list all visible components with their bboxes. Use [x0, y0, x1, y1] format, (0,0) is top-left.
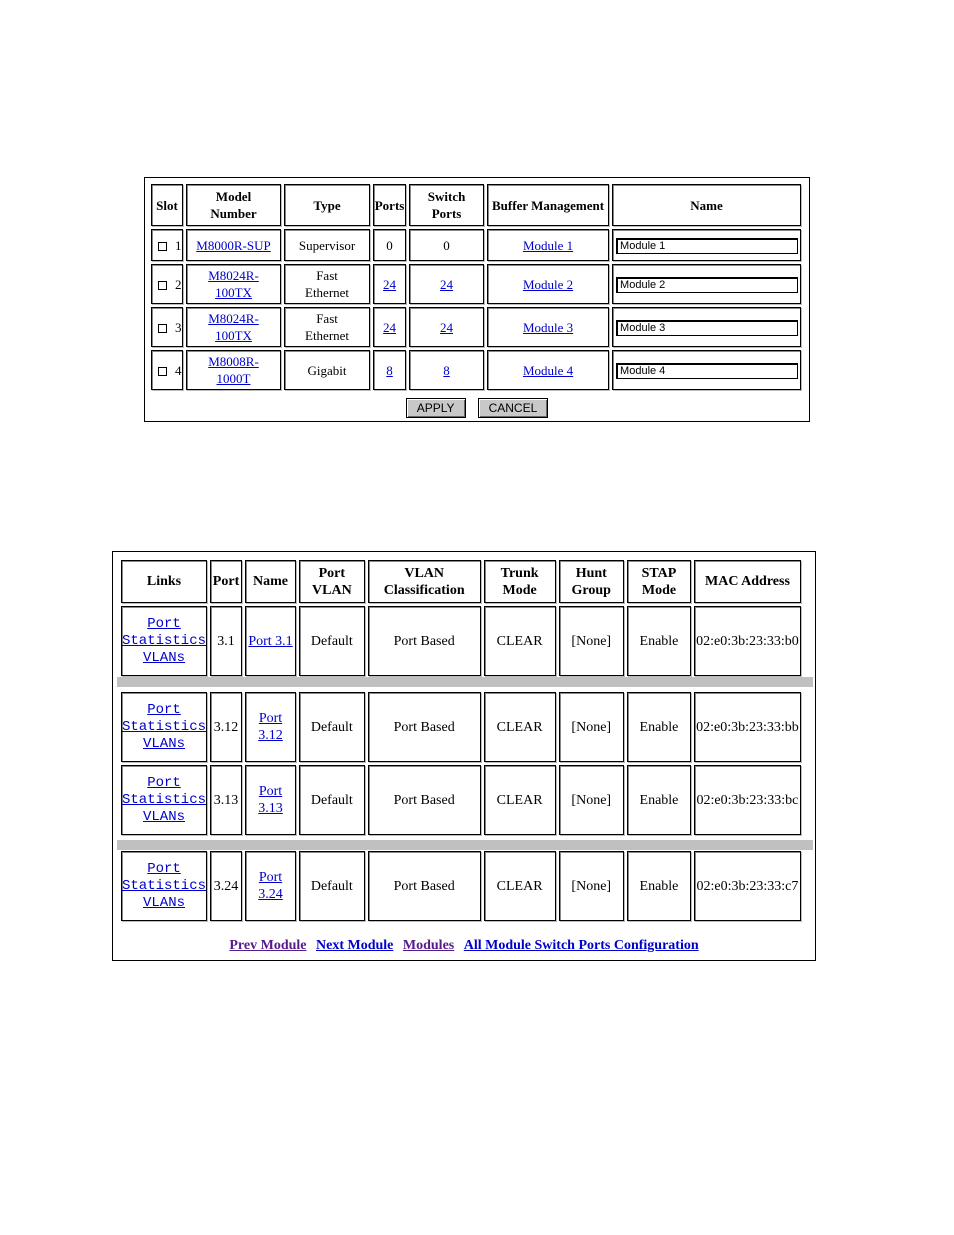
slot-cell	[151, 264, 183, 304]
buffer-link[interactable]: Module 1	[522, 237, 574, 253]
module-name-input[interactable]	[616, 363, 798, 379]
trunk-mode-cell: CLEAR	[484, 692, 556, 762]
port-number-cell: 3.1	[210, 606, 242, 676]
port-vlan-cell: Default	[299, 765, 365, 835]
apply-button[interactable]: APPLY	[406, 398, 466, 418]
module-name-input[interactable]	[616, 238, 798, 254]
hunt-group-cell: [None]	[559, 765, 624, 835]
type-cell: Gigabit	[284, 350, 370, 390]
trunk-mode-cell: CLEAR	[484, 765, 556, 835]
model-link[interactable]: M8024R-100TX	[208, 268, 259, 300]
trunk-mode-cell: CLEAR	[484, 851, 556, 921]
modules-header-row	[151, 184, 801, 226]
trunk-mode-cell: CLEAR	[484, 606, 556, 676]
buffer-link[interactable]: Module 3	[522, 319, 574, 335]
switch-ports-cell	[409, 350, 484, 390]
mac-address-cell: 02:e0:3b:23:33:bb	[694, 692, 801, 762]
slot-checkbox[interactable]	[158, 324, 167, 333]
port-name-link[interactable]: Port 3.1	[248, 633, 293, 649]
module-name-input[interactable]	[616, 277, 798, 293]
links-cell	[121, 765, 207, 835]
ports-cell	[373, 307, 406, 347]
module-row	[151, 229, 801, 261]
slot-cell	[151, 229, 183, 261]
port-name-cell	[245, 606, 296, 676]
name-cell	[612, 350, 801, 390]
vlan-classification-cell: Port Based	[368, 765, 481, 835]
ports-panel	[112, 551, 816, 961]
vlan-classification-cell: Port Based	[368, 851, 481, 921]
port-row	[121, 606, 801, 676]
links-cell	[121, 851, 207, 921]
header-name: Name	[245, 560, 296, 603]
buffer-cell	[487, 264, 609, 304]
buffer-cell	[487, 307, 609, 347]
hunt-group-cell: [None]	[559, 606, 624, 676]
buffer-link[interactable]: Module 2	[522, 276, 574, 292]
header-trunk-mode: Trunk Mode	[484, 560, 556, 603]
switch-ports-cell	[409, 264, 484, 304]
header-vlan-classification: VLAN Classification	[368, 560, 481, 603]
module-name-input[interactable]	[616, 320, 798, 336]
header-port-vlan: Port VLAN	[299, 560, 365, 603]
port-number-cell: 3.13	[210, 765, 242, 835]
slot-cell	[151, 350, 183, 390]
statistics-link[interactable]: Statistics	[122, 718, 207, 735]
module-row	[151, 264, 801, 304]
port-name-link[interactable]: Port 3.12	[258, 711, 283, 743]
model-link[interactable]: M8000R-SUP	[196, 237, 271, 253]
model-cell	[186, 307, 281, 347]
ports-cell	[373, 264, 406, 304]
buffer-cell	[487, 229, 609, 261]
mac-address-cell: 02:e0:3b:23:33:bc	[694, 765, 801, 835]
header-mac-address: MAC Address	[694, 560, 801, 603]
vlan-classification-cell: Port Based	[368, 606, 481, 676]
statistics-link[interactable]: Statistics	[122, 877, 207, 894]
links-cell	[121, 692, 207, 762]
port-link[interactable]: Port	[147, 774, 181, 791]
switch-ports-cell: 0	[409, 229, 484, 261]
model-cell	[186, 264, 281, 304]
name-cell	[612, 229, 801, 261]
ports-link[interactable]: 24	[383, 319, 397, 335]
switch-ports-link[interactable]: 24	[440, 276, 454, 292]
port-name-link[interactable]: Port 3.13	[258, 784, 283, 816]
vlan-classification-cell: Port Based	[368, 692, 481, 762]
port-link[interactable]: Port	[147, 701, 181, 718]
ports-cell: 0	[373, 229, 406, 261]
buffer-link[interactable]: Module 4	[522, 362, 574, 378]
header-name: Name	[612, 184, 801, 226]
stap-mode-cell: Enable	[627, 851, 691, 921]
links-cell	[121, 606, 207, 676]
port-vlan-cell: Default	[299, 606, 365, 676]
header-stap-mode: STAP Mode	[627, 560, 691, 603]
switch-ports-cell	[409, 307, 484, 347]
slot-number: 2	[175, 276, 182, 292]
slot-checkbox[interactable]	[158, 281, 167, 290]
mac-address-cell: 02:e0:3b:23:33:c7	[694, 851, 801, 921]
modules-table	[148, 181, 804, 393]
row-separator	[117, 677, 813, 687]
ports-cell	[373, 350, 406, 390]
stap-mode-cell: Enable	[627, 606, 691, 676]
button-row	[145, 398, 809, 418]
port-link[interactable]: Port	[147, 860, 181, 877]
module-row	[151, 350, 801, 390]
header-hunt-group: Hunt Group	[559, 560, 624, 603]
module-row	[151, 307, 801, 347]
header-links: Links	[121, 560, 207, 603]
prev-module-link[interactable]: Prev Module	[229, 938, 307, 953]
buffer-cell	[487, 350, 609, 390]
modules-link[interactable]: Modules	[402, 938, 455, 953]
cancel-button[interactable]: CANCEL	[478, 398, 549, 418]
vlans-link[interactable]: VLANs	[143, 735, 186, 752]
footer-nav	[113, 938, 815, 954]
statistics-link[interactable]: Statistics	[122, 791, 207, 808]
ports-link[interactable]: 24	[383, 276, 397, 292]
hunt-group-cell: [None]	[559, 851, 624, 921]
port-row	[121, 765, 801, 835]
slot-checkbox[interactable]	[158, 367, 167, 376]
port-row	[121, 692, 801, 762]
hunt-group-cell: [None]	[559, 692, 624, 762]
port-name-cell	[245, 851, 296, 921]
switch-ports-link[interactable]: 8	[443, 362, 450, 378]
all-module-switch-ports-link[interactable]: All Module Switch Ports Configuration	[463, 938, 699, 953]
header-model-number: Model Number	[186, 184, 281, 226]
port-vlan-cell: Default	[299, 692, 365, 762]
name-cell	[612, 264, 801, 304]
row-separator	[117, 840, 813, 850]
header-slot: Slot	[151, 184, 183, 226]
header-type: Type	[284, 184, 370, 226]
vlans-link[interactable]: VLANs	[143, 894, 186, 911]
statistics-link[interactable]: Statistics	[122, 632, 207, 649]
port-link[interactable]: Port	[147, 615, 181, 632]
type-cell: Fast Ethernet	[284, 307, 370, 347]
ports-header-row	[121, 560, 801, 603]
vlans-link[interactable]: VLANs	[143, 649, 186, 666]
header-ports: Ports	[373, 184, 406, 226]
header-port: Port	[210, 560, 242, 603]
slot-number: 4	[175, 362, 182, 378]
name-cell	[612, 307, 801, 347]
stap-mode-cell: Enable	[627, 692, 691, 762]
model-link[interactable]: M8024R-100TX	[208, 311, 259, 343]
model-cell	[186, 350, 281, 390]
model-cell	[186, 229, 281, 261]
model-link[interactable]: M8008R-1000T	[208, 354, 259, 386]
slot-number: 3	[175, 319, 182, 335]
port-row	[121, 851, 801, 921]
port-vlan-cell: Default	[299, 851, 365, 921]
slot-checkbox[interactable]	[158, 242, 167, 251]
port-name-link[interactable]: Port 3.24	[258, 870, 283, 902]
port-number-cell: 3.24	[210, 851, 242, 921]
port-name-cell	[245, 692, 296, 762]
slot-cell	[151, 307, 183, 347]
modules-panel	[144, 177, 810, 422]
port-number-cell: 3.12	[210, 692, 242, 762]
ports-link[interactable]: 8	[386, 362, 393, 378]
vlans-link[interactable]: VLANs	[143, 808, 186, 825]
type-cell: Supervisor	[284, 229, 370, 261]
type-cell: Fast Ethernet	[284, 264, 370, 304]
header-buffer-management: Buffer Management	[487, 184, 609, 226]
port-name-cell	[245, 765, 296, 835]
slot-number: 1	[175, 237, 182, 253]
header-switch-ports: Switch Ports	[409, 184, 484, 226]
mac-address-cell: 02:e0:3b:23:33:b0	[694, 606, 801, 676]
switch-ports-link[interactable]: 24	[440, 319, 454, 335]
next-module-link[interactable]: Next Module	[316, 938, 394, 953]
ports-table	[118, 557, 804, 924]
stap-mode-cell: Enable	[627, 765, 691, 835]
